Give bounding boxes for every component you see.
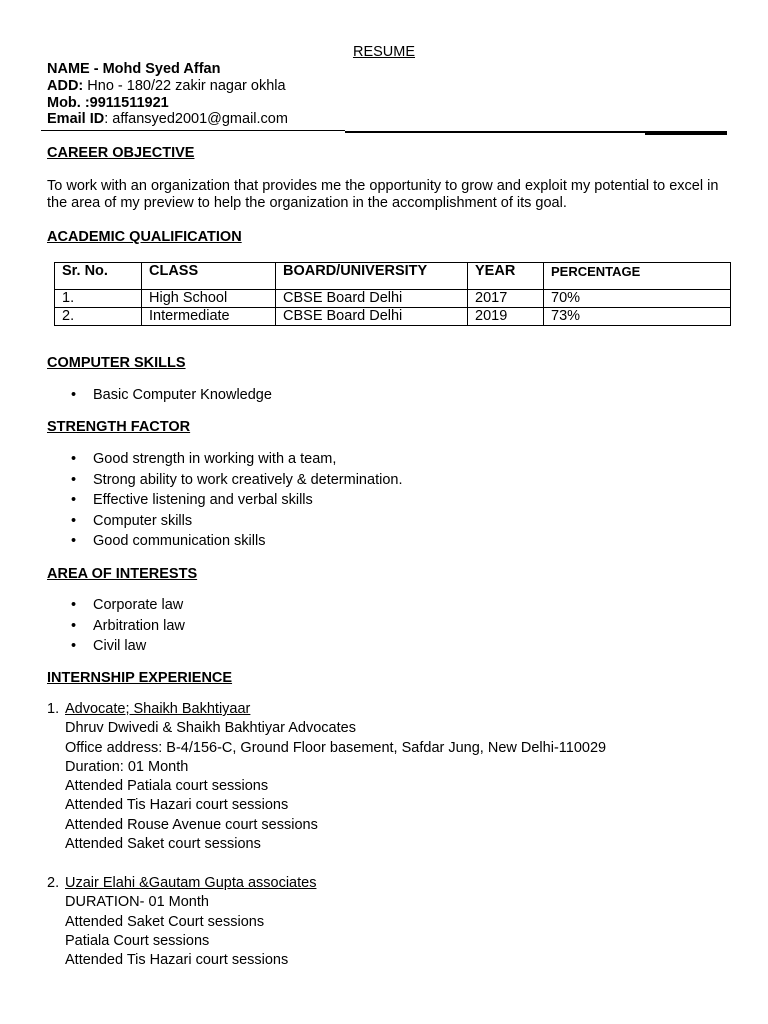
strength-heading: STRENGTH FACTOR: [47, 419, 191, 435]
entry-line: Attended Tis Hazari court sessions: [65, 797, 289, 814]
address-label: ADD:: [47, 78, 84, 94]
list-item: • Good communication skills: [47, 531, 402, 552]
cell-sr: 2.: [55, 308, 142, 326]
email-line: [47, 111, 288, 128]
table-header-row: [55, 263, 731, 290]
cell-percentage: 70%: [544, 290, 731, 308]
entry-line: Attended Saket court sessions: [65, 836, 261, 853]
entry-line: Attended Tis Hazari court sessions: [65, 952, 289, 969]
cell-year: 2019: [468, 308, 544, 326]
mobile-label: Mob. :9911511921: [47, 95, 169, 111]
cell-percentage: 73%: [544, 308, 731, 326]
entry-line: Attended Rouse Avenue court sessions: [65, 816, 318, 833]
col-percentage: PERCENTAGE: [544, 263, 731, 290]
entry-number: 1.: [47, 701, 60, 717]
email-value: : affansyed2001@gmail.com: [104, 111, 288, 127]
resume-title: RESUME: [352, 44, 416, 60]
internship-entry-1: [47, 700, 606, 854]
cell-year: 2017: [468, 290, 544, 308]
cell-sr: 1.: [55, 290, 142, 308]
list-item: • Arbitration law: [47, 616, 185, 637]
entry-number: 2.: [47, 875, 60, 891]
list-item: • Good strength in working with a team,: [47, 449, 402, 470]
career-heading: CAREER OBJECTIVE: [47, 145, 195, 161]
list-item: • Computer skills: [47, 511, 402, 532]
mobile-line: [47, 95, 169, 112]
interests-list: [47, 595, 185, 657]
address-value: Hno - 180/22 zakir nagar okhla: [87, 78, 286, 94]
entry-line: Attended Saket Court sessions: [65, 913, 265, 930]
entry-title: Advocate; Shaikh Bakhtiyaar: [65, 701, 251, 717]
internship-title-line: [47, 874, 316, 893]
email-label: Email ID: [47, 111, 105, 127]
strength-list: [47, 449, 402, 552]
col-year: YEAR: [468, 263, 544, 290]
col-sr-no: Sr. No.: [55, 263, 142, 290]
entry-line: DURATION- 01 Month: [65, 894, 209, 911]
cell-board: CBSE Board Delhi: [276, 308, 468, 326]
list-item: • Basic Computer Knowledge: [47, 385, 272, 406]
col-class: CLASS: [142, 263, 276, 290]
list-item: • Civil law: [47, 636, 185, 657]
list-item: • Strong ability to work creatively & determination.: [47, 470, 402, 491]
list-item: • Effective listening and verbal skills: [47, 490, 402, 511]
academic-heading: ACADEMIC QUALIFICATION: [47, 229, 242, 245]
entry-line: Duration: 01 Month: [65, 758, 189, 775]
list-item: • Corporate law: [47, 595, 185, 616]
internship-title-line: [47, 700, 606, 719]
col-board: BOARD/UNIVERSITY: [276, 263, 468, 290]
header-rule-left: [41, 130, 345, 131]
computer-heading: COMPUTER SKILLS: [47, 355, 186, 371]
name-label: NAME - Mohd Syed Affan: [47, 61, 221, 77]
header-rule-accent: [645, 133, 727, 135]
address-line: [47, 78, 286, 95]
career-text: To work with an organization that provides me the opportunity to grow and exploit my potential to excel in the area of my preview to help the organization in the accomplishment of its goal.: [47, 178, 719, 211]
entry-line: Office address: B-4/156-C, Ground Floor basement, Safdar Jung, New Delhi-110029: [65, 739, 607, 756]
cell-class: Intermediate: [142, 308, 276, 326]
computer-list: [47, 385, 272, 406]
entry-title: Uzair Elahi &Gautam Gupta associates: [65, 875, 317, 891]
cell-class: High School: [142, 290, 276, 308]
entry-line: Dhruv Dwivedi & Shaikh Bakhtiyar Advocates: [65, 720, 356, 737]
entry-line: Patiala Court sessions: [65, 932, 210, 949]
interests-heading: AREA OF INTERESTS: [47, 566, 198, 582]
entry-line: Attended Patiala court sessions: [65, 778, 269, 795]
cell-board: CBSE Board Delhi: [276, 290, 468, 308]
internship-heading: INTERNSHIP EXPERIENCE: [47, 670, 233, 686]
table-row: [55, 308, 731, 326]
name-line: [47, 61, 220, 78]
table-row: [55, 290, 731, 308]
internship-entry-2: [47, 874, 316, 970]
academic-table: [54, 262, 731, 326]
